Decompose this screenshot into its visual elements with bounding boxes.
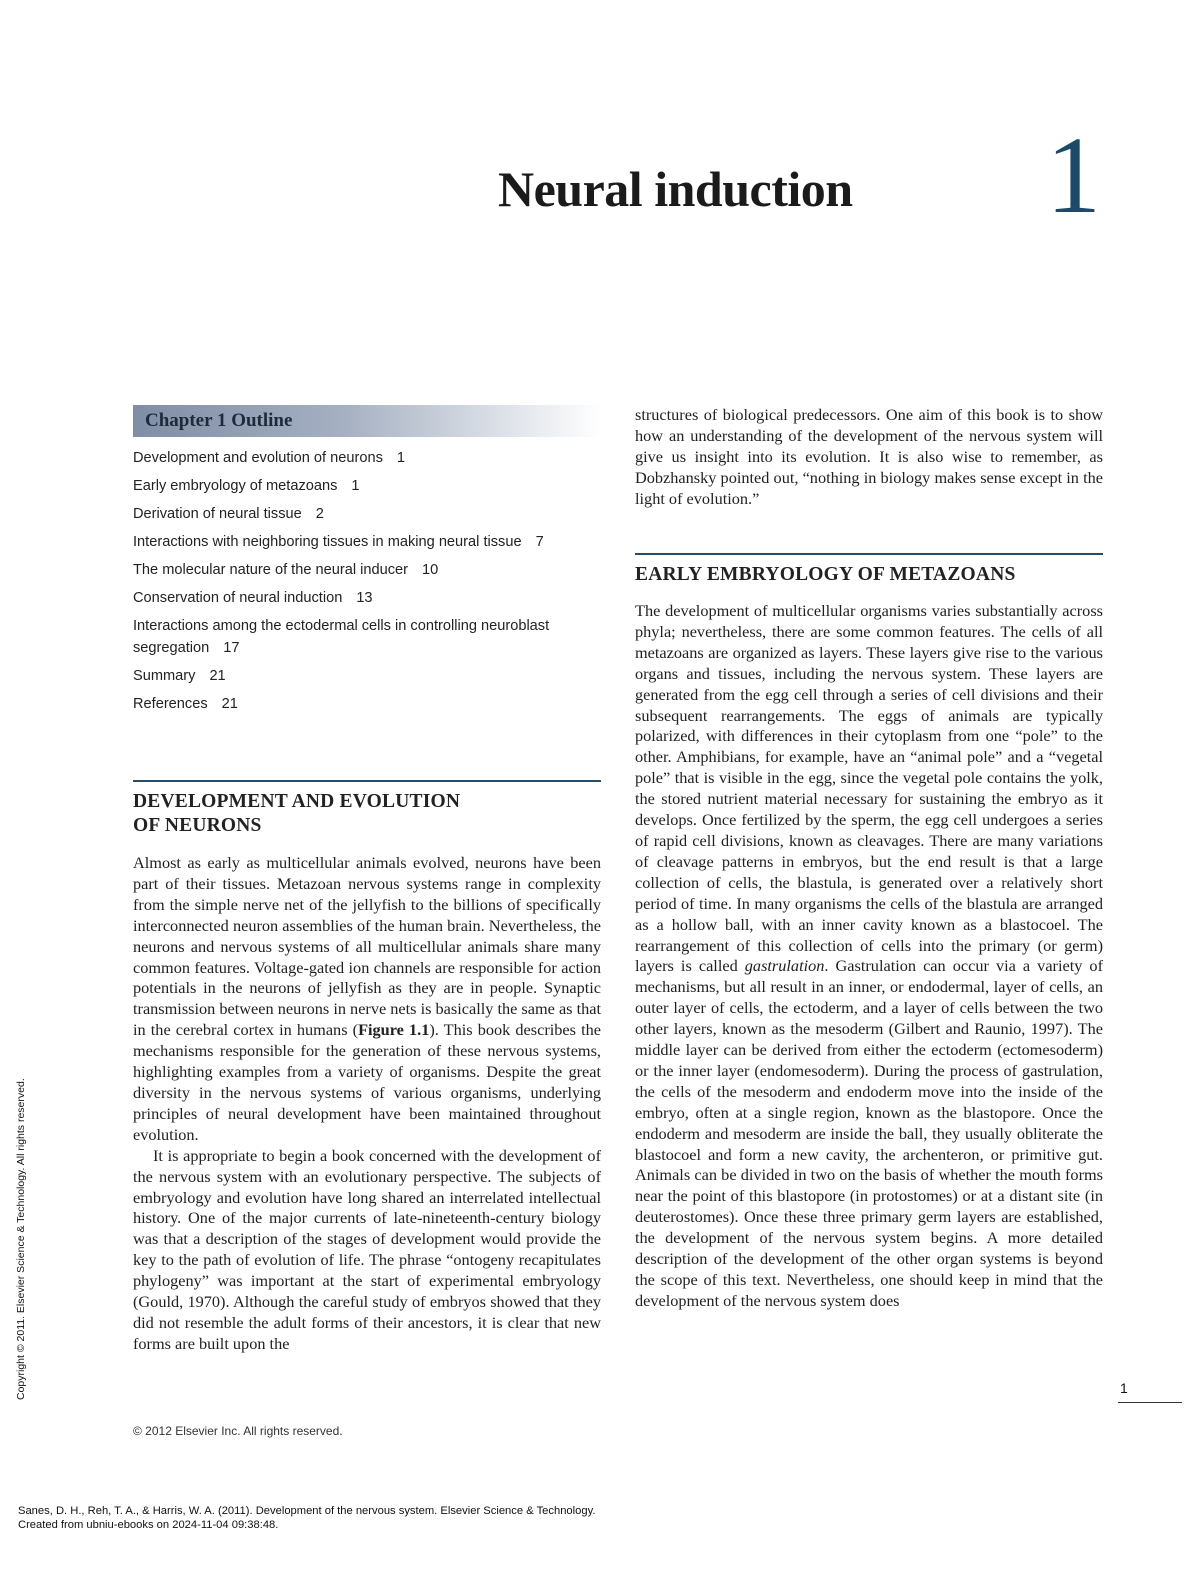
chapter-title: Neural induction [498, 161, 853, 217]
page-number-rule [1118, 1402, 1182, 1403]
outline-item[interactable]: The molecular nature of the neural inducer 10 [133, 562, 439, 578]
section-heading-embryology: EARLY EMBRYOLOGY OF METAZOANS [635, 564, 1016, 585]
outline-header: Chapter 1 Outline [133, 405, 601, 437]
outline-item[interactable]: Summary 21 [133, 668, 226, 684]
figure-reference[interactable]: Figure 1.1 [358, 1020, 430, 1040]
outline-item[interactable]: Early embryology of metazoans 1 [133, 478, 360, 494]
paragraph: It is appropriate to begin a book concerned with the development of the nervous system with an evolutionary perspective. The subjects of embryology and evolution have long shared an interrelated intellectual history. One of the major currents of late-nineteenth-century biology was that a description of the stages of development would provide the key to the path of evolution of life. The phrase “ontogeny recapitulates phylogeny” was important at the start of experimental embryology (Gould, 1970). Although the careful study of embryos showed that they did not resemble the adult forms of their ancestors, it is clear that new forms are built upon the [133, 1145, 601, 1353]
page-number: 1 [1120, 1380, 1128, 1396]
term-emphasis: gastrulation [744, 956, 825, 976]
outline-item[interactable]: Interactions with neighboring tissues in making neural tissue 7 [133, 534, 544, 550]
outline-list [133, 447, 601, 715]
chapter-outline [133, 405, 601, 721]
section-rule [635, 553, 1103, 555]
outline-item[interactable]: Development and evolution of neurons 1 [133, 450, 406, 466]
section-heading-development: DEVELOPMENT AND EVOLUTION OF NEURONS [133, 791, 461, 836]
footer-citation: Sanes, D. H., Reh, T. A., & Harris, W. A. (2011). Development of the nervous system. Elsevier Science & Technology. Created from ubniu-ebooks on 2024-11-04 09:38:48. [18, 1505, 596, 1531]
sidebar-copyright: Copyright © 2011. Elsevier Science & Technology. All rights reserved. [15, 1078, 27, 1400]
chapter-number: 1 [1046, 114, 1101, 236]
section-rule [133, 780, 601, 782]
paragraph: The development of multicellular organisms varies substantially across phyla; nevertheless, there are some common features. The cells of all metazoans are organized as layers. These layers give rise to the various organs and tissues, including the nervous system. These layers are generated from the egg cell through a series of cell divisions and their subsequent rearrangements. The eggs of animals are typically polarized, with differences in their cytoplasm from one “pole” to the other. Amphibians, for example, have an “animal pole” and a “vegetal pole” that is visible in the egg, since the vegetal pole contains the yolk, the stored nutrient material necessary for sustaining the embryo as it develops. Once fertilized by the sperm, the egg cell undergoes a series of rapid cell divisions, known as cleavages. There are many variations of cleavage patterns in embryos, but the end result is that a large collection of cells, the blastula, is generated over a relatively short period of time. In many organisms the cells of the blastula are arranged as a hollow ball, with an inner cavity known as a blastocoel. The rearrangement of this collection of cells into the primary (or germ) layers is called gastrulation. Gastrulation can occur via a variety of mechanisms, but all result in an inner, or endodermal, layer of cells, an outer layer of cells, the ectoderm, and a layer of cells between the two other layers, known as the mesoderm (Gilbert and Raunio, 1997). The middle layer can be derived from either the ectoderm (ectomesoderm) or the inner layer (endomesoderm). During the process of gastrulation, the cells of the mesoderm and endoderm move into the inside of the embryo, often at a single region, known as the blastopore. Once the endoderm and mesoderm are inside the ball, they usually obliterate the blastocoel and form a new cavity, the archenteron, or primitive gut. Animals can be divided in two on the basis of whether the mouth forms near the point of this blastopore (in protostomes) or at a distant site (in deuterostomes). Once these three primary germ layers are established, the development of the nervous system begins. A more detailed description of the development of the other organ systems is beyond the scope of this text. Nevertheless, one should keep in mind that the development of the nervous system does [635, 601, 1103, 1310]
outline-item[interactable]: Conservation of neural induction 13 [133, 590, 373, 606]
paragraph: Almost as early as multicellular animals evolved, neurons have been part of their tissues. Metazoan nervous systems range in complexity from the simple nerve net of the jellyfish to the billions of specifically interconnected neuron assemblies of the human brain. Nevertheless, the neurons and nervous systems of all multicellular animals share many common features. Voltage-gated ion channels are responsible for action potentials in the neurons of jellyfish as they are in people. Synaptic transmission between neurons in nerve nets is basically the same as that in the cerebral cortex in humans (Figure 1.1). This book describes the mechanisms responsible for the generation of these nervous systems, highlighting examples from a variety of organisms. Despite the great diversity in the nervous systems of various organisms, underlying principles of neural development have been maintained throughout evolution. [133, 853, 601, 1144]
continuation-paragraph: structures of biological predecessors. One aim of this book is to show how an understanding of the development of the nervous system will give us insight into its evolution. It is also wise to remember, as Dobzhansky pointed out, “nothing in biology makes sense except in the light of evolution.” [635, 405, 1103, 508]
section-body-embryology [635, 601, 1103, 1312]
section-body-development [133, 853, 601, 1355]
copyright-note: © 2012 Elsevier Inc. All rights reserved. [133, 1424, 343, 1438]
outline-item[interactable]: Interactions among the ectodermal cells in controlling neuroblast segregation 17 [133, 618, 550, 656]
outline-item[interactable]: Derivation of neural tissue 2 [133, 506, 324, 522]
outline-item[interactable]: References 21 [133, 696, 238, 712]
